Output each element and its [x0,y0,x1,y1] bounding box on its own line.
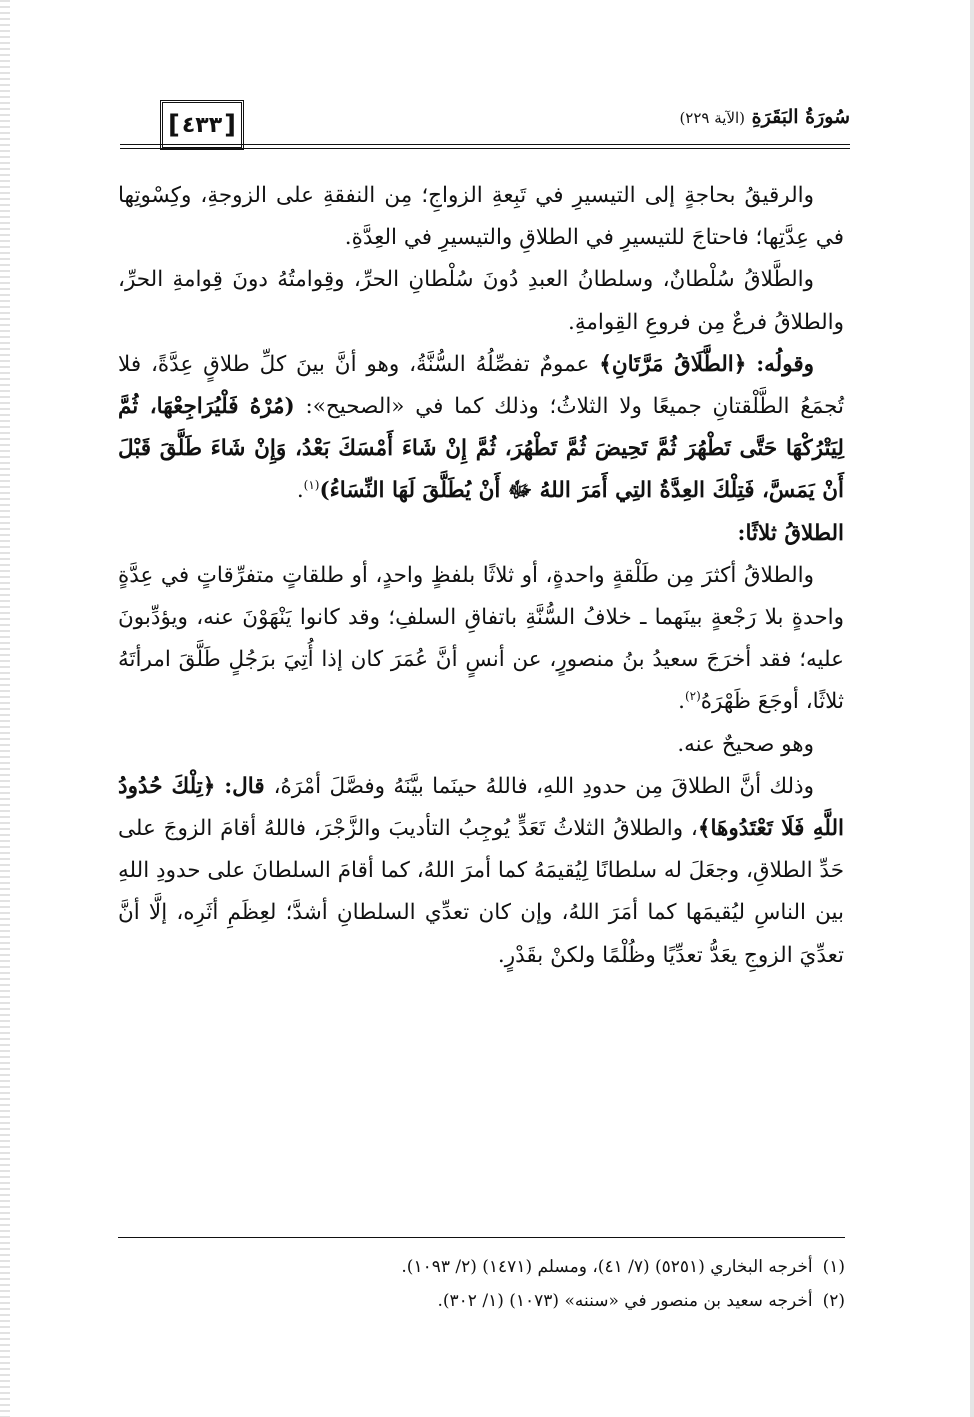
quran-quote: ﴿الطَّلَاقُ مَرَّتَانِ﴾ [599,351,747,377]
paragraph-4-text: والطلاقُ أكثرَ مِن طَلْقةٍ واحدةٍ، أو ثلاثًا بلفظٍ واحدٍ، أو طلقاتٍ متفرِّقاتٍ في عِدَّةٍ واحدةٍ بلا رَجْعةٍ بينَهما ـ خلافُ السُّنَّةِ باتفاقِ السلفِ؛ وقد كانوا يَنْهَوْنَ عنه، ويؤدِّبونَ عليه؛ فقد أخرَجَ سعيدُ بنُ منصورٍ، عن أنسٍ أنَّ عُمَرَ كان إذا أُتِيَ برَجُلٍ طَلَّقَ امرأتَهُ ثلاثًا، أوجَعَ ظَهْرَهُ [118,562,844,715]
bracket-right: [ [167,110,180,140]
hadith-quote: (مُرْهُ فَلْيُرَاجِعْهَا، ثُمَّ لِيَتْرُكْهَا حَتَّى تَطْهُرَ ثُمَّ تَحِيضَ ثُمَّ تَطْهُرَ، ثُمَّ إِنْ شَاءَ أَمْسَكَ بَعْدُ، وَإِنْ شَاءَ طَلَّقَ قَبْلَ أَنْ يَمَسَّ، فَتِلْكَ العِدَّةُ التِي أَمَرَ اللهُ ﷻ أَنْ يُطَلَّقَ لَهَا النِّسَاءُ) [118,394,844,504]
paragraph-4-end: . [678,689,685,715]
header-rule [120,144,850,145]
paragraph-5: وهو صحيحٌ عنه. [677,731,814,757]
surah-name: سُورَةُ البَقَرَةِ [751,106,850,128]
footnote-text-1: أخرجه البخاري (٥٢٥١) (٧/ ٤١)، ومسلم (١٤٧١) (٢/ ١٠٩٣). [401,1257,813,1277]
footnote-text-2: أخرجه سعيد بن منصور في «سننه» (١٠٧٣) (١/ ٣٠٢). [437,1291,813,1311]
paragraph-lead: وقولُه: [756,351,814,377]
footnote-separator [118,1237,845,1238]
paragraph-4 [118,555,844,724]
paragraph-3 [118,344,844,513]
footnote-number-2: (٢) [822,1291,845,1311]
footnote-2 [118,1284,845,1318]
footnote-number-1: (١) [822,1257,845,1277]
qal-word: قال: [224,773,274,799]
footnote-1 [118,1250,845,1284]
bracket-left: ] [224,110,237,140]
header-rule-thin [120,148,850,149]
paragraph-2: والطَّلاقُ سُلْطانٌ، وسلطانُ العبدِ دُونَ سُلْطانِ الحرِّ، وقِوامتُهُ دونَ قِوامةِ الحرِّ، والطلاقُ فرعٌ مِن فروعِ القِوامةِ. [118,267,844,335]
page-number: ٤٣٣ [181,112,223,138]
paragraph-1: والرقيقُ بحاجةٍ إلى التيسيرِ في تَبِعةِ الزواجِ؛ مِن النفقةِ على الزوجةِ، وكِسْوتِها في عِدَّتِها؛ فاحتاجَ للتيسيرِ في الطلاقِ والتيسيرِ في العِدَّةِ. [118,183,844,251]
footnote-ref-2: (٢) [684,689,701,704]
section-heading: الطلاقُ ثلاثًا: [737,520,844,546]
paragraph-6 [118,766,844,977]
quran-quote-2: ﴿تِلْكَ حُدُودُ اللَّهِ فَلَا تَعْتَدُوهَا﴾ [118,773,844,842]
verse-reference: (الآية ٢٢٩) [679,109,746,127]
paragraph-6-start: وذلك أنَّ الطلاقَ مِن حدودِ اللهِ، فاللهُ حينَما بيَّنَهُ وفصَّلَ أمْرَهُ، [273,773,815,799]
scan-edge-left [0,0,10,1417]
paragraph-3-text: عمومٌ تفصِّلُهُ السُّنَّةُ، وهو أنَّ بينَ كلِّ طلاقٍ عِدَّةً، فلا تُجمَعُ الطَّلْقتانِ جميعًا ولا الثلاثُ؛ وذلك كما في «الصحيح»: [118,351,844,420]
paragraph-3-end: . [296,478,304,504]
footnotes [118,1250,845,1318]
page-header [120,100,850,156]
page-number-frame [160,100,244,150]
running-header [679,106,850,128]
paragraph-6-text: ، والطلاقُ الثلاثُ تَعَدٍّ يُوجِبُ التأديبَ والزَّجْرَ، فاللهُ أقامَ الزوجَ على حَدِّ الطلاقِ، وجعَلَ له سلطانًا لِيُقيمَهُ كما أمرَ اللهُ، كما أقامَ السلطانَ على حدودِ اللهِ بين الناسِ ليُقيمَها كما أمَرَ اللهُ، وإن كان تعدِّي السلطانِ أشدَّ؛ لعِظَمِ أثَرِه، إلَّا أنَّ تعدِّيَ الزوجِ يعَدُّ تعدِّيًا وظُلْمًا ولكنْ بقَدْرٍ. [118,816,844,968]
main-text [118,175,844,977]
footnote-ref-1: (١) [303,478,320,493]
scan-edge-right [970,0,974,1417]
